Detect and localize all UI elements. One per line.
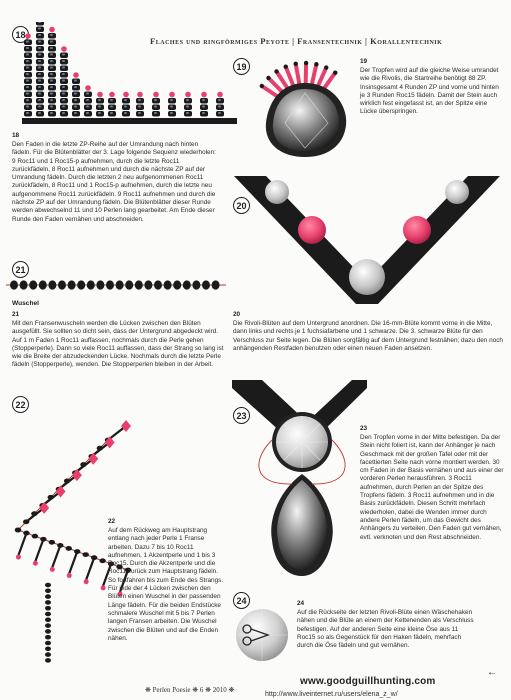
- step-heading-24: 24: [297, 600, 305, 607]
- black-rivoli-left: [265, 180, 289, 204]
- pendant-attachment-illustration: [232, 380, 367, 580]
- necklace-base-illustration: [232, 172, 502, 312]
- step-text-18: Den Faden in die letzte ZP-Reihe auf der Umrandung nach hinten fädeln. Für die Blütenblätter der 3. Lage folgende Sequenz wiederholen: 9 Roc11 und 1 Roc15-p aufnehmen, durch die letzte Roc11 zurückfädeln, 8 Roc11 aufnehmen und durch die nächste ZP auf der Umrandung fädeln. Durch die letzten 2 neu aufgenommenen Roc11 zurückfädeln, 8 Roc11 und 1 Roc15-p aufnehmen, durch die letzte neu aufgenommene Roc11 zurückfädeln. 9 Roc11 aufnehmen und durch die nächste ZP auf der Umrandung fädeln. Die Blütenblätter dieser Runde werden abwechselnd 11 und 10 Perlen lang gearbeitet. Am Ende dieser Runde den Faden vernähen und abschneiden.: [12, 141, 216, 223]
- step-number-18: 18: [12, 26, 29, 43]
- beaded-petals-illustration: [22, 22, 252, 132]
- step-text-20: Die Rivoli-Blüten auf dem Untergrund anordnen. Die 16-mm-Blüte kommt vorne in die Mitte, dann links und rechts je 1 fuchsiafarbene und 1 schwarze. Die 3. schwarze Blüte für den Verschluss zur Seite legen. Die Blüten sorgfältig auf dem Untergrund festnähen; dazu den noch anhängenden Restfaden benutzen oder einen neuen Faden ansetzen.: [233, 320, 503, 352]
- center-rivoli: [349, 259, 385, 295]
- step-number-23: 23: [233, 407, 250, 424]
- step-number-22: 22: [12, 396, 29, 413]
- black-rivoli-right: [445, 180, 469, 204]
- step-heading-22: 22: [108, 518, 116, 525]
- site-url: www.goodguillhunting.com: [300, 676, 436, 687]
- petal-columns: [24, 22, 224, 117]
- step-text-23: Den Tropfen vorne in der Mitte befestigen. Da der Stein nicht foliert ist, kann der Anhänger je nach Geschmack mit der großen Tafel oder mit der facettierten Seite nach vorne montiert werden. 30 cm Faden in der Basis vernähen und aus einer der vorderen Perlen herausführen. 3 Roc11 aufnehmen, durch Perlen an der Spitze des Tropfens fädeln. 3 Roc11 aufnehmen und in die Basis zurückfädeln. Diesen Schritt mehrfach wiederholen, dabei die Wenden immer durch andere Perlen fädeln, um das Gewicht des Anhängers zu verteilen. Den Faden gut vernähen, evtl. verknoten und den Rest abschneiden.: [360, 434, 504, 541]
- source-url: http://www.liveinternet.ru/users/elena_z_w/: [265, 691, 398, 698]
- bead-strand-illustration: [6, 278, 226, 292]
- step-text-24: Auf die Rückseite der letzten Rivoli-Blüte einen Wäschehaken nähen und die Blüte an einem der Kettenenden als Verschluss befestigen. Auf der anderen Seite eine kleine Öse aus 11 Roc15 so als Gegenstück für den Haken fädeln, mehrfach durch die Öse fädeln und gut vernähen.: [297, 609, 474, 650]
- teardrop-stone-illustration: [250, 53, 360, 163]
- base-row: [22, 118, 237, 124]
- step-number-20: 20: [233, 197, 250, 214]
- step-text-21: Mit den Fransenwuscheln werden die Lücken zwischen den Blüten ausgefüllt. Sie sollten so dicht sein, dass der Untergrund abgedeckt wird. Auf 1 m Faden 1 Roc11 auffassen, nochmals durch die Perle gehen (Stopperperle). Dann so viele Roc11 auffassen, dass der Strang so lang ist wie die Breite der abzudeckenden Lücke. Nochmals durch die letzte Perle fädeln (Stopperperle), wenden. Die Stopperperlen bleiben in der Arbeit.: [12, 320, 224, 369]
- clasp-illustration: [232, 605, 292, 665]
- step-heading-23: 23: [360, 425, 368, 432]
- step-heading-21: 21: [12, 311, 20, 318]
- step-heading-20: 20: [233, 311, 241, 318]
- next-page-arrow-icon: ←: [487, 667, 497, 678]
- step-text-22: Auf dem Rückweg am Hauptstrang entlang nach jeder Perle 1 Franse arbeiten. Dazu 7 bis 10 Roc11 aufnehmen, 1 Akzentperle und 1 bis 3 Roc15. Durch die Akzentperle und die Roc11 zurück zum Hauptstrang fädeln. So fortfahren bis zum Ende des Strangs. Für jede der 4 Lücken zwischen den Blüten einen Wuschel in der passenden Länge fädeln. Für die beiden Endstücke schmalere Wuschel mit 5 bis 7 Perlen langen Fransen arbeiten. Die Wuschel zwischen die Blüten und auf die Enden nähen.: [108, 527, 224, 642]
- step-number-19: 19: [233, 58, 250, 75]
- pink-rivoli-left: [298, 216, 326, 244]
- teardrop-stone: [273, 89, 339, 151]
- step-number-21: 21: [12, 261, 29, 278]
- step-text-19: Der Tropfen wird auf die gleiche Weise umrandet wie die Rivolis, die Startreihe benötigt 88 ZP. Insinsgesamt 4 Runden ZP und vorne und hinten je 3 Runden Roc15 fädeln. Damit der Stein auch wirklich fest eingefasst ist, an der Spitze eine Lücke überspringen.: [360, 67, 499, 116]
- step-number-24: 24: [233, 592, 250, 609]
- step-heading-18: 18: [12, 132, 20, 139]
- section-title-wuschel: Wuschel: [12, 300, 39, 307]
- page-header: Flaches und ringförmiges Peyote | Fransentechnik | Korallentechnik: [150, 36, 443, 46]
- pink-rivoli-right: [403, 216, 431, 244]
- step-heading-19: 19: [360, 58, 368, 65]
- magazine-footer: ❋ Perlen Poesie ❋ 6 ❋ 2010 ❋: [145, 686, 235, 694]
